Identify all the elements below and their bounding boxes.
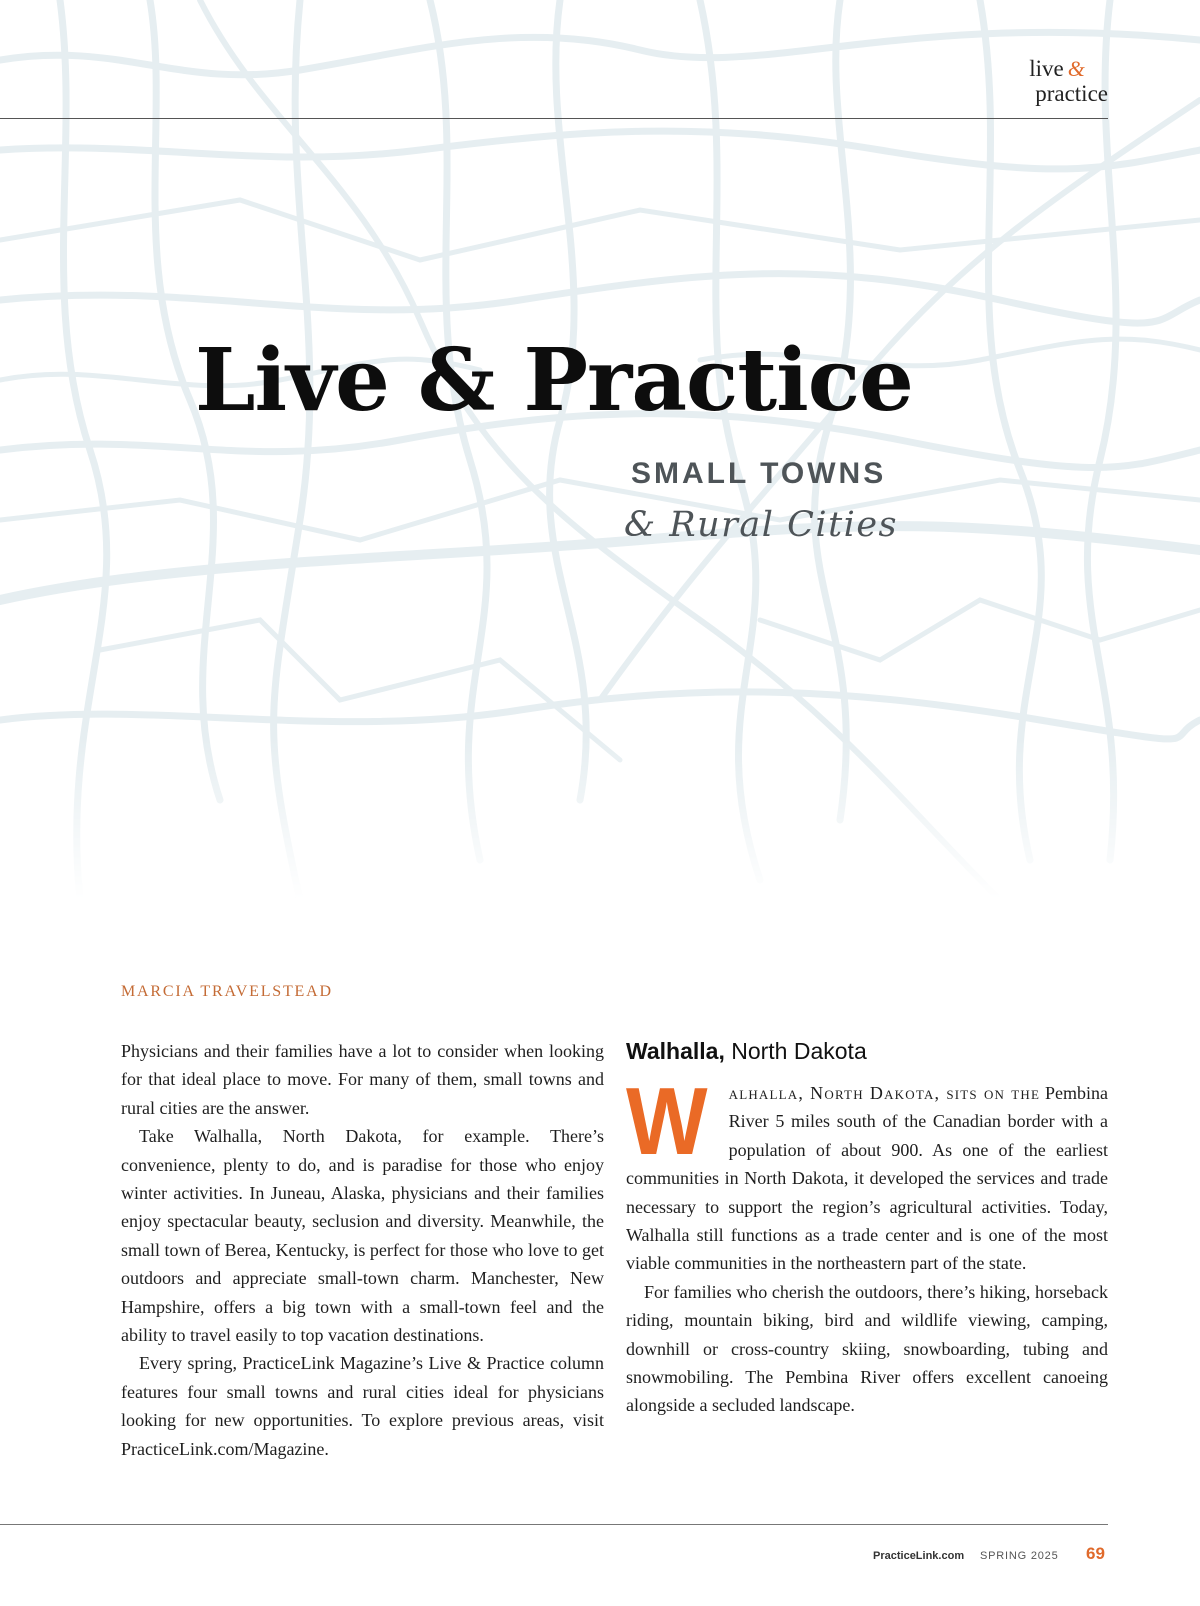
intro-paragraph: Every spring, PracticeLink Magazine’s Live & Practice column features four small towns and rural cities ideal for physicians looking for new opportunities. To explore previous areas, visit PracticeLink.com/Magazine. — [121, 1353, 604, 1459]
drop-cap: W — [626, 1068, 708, 1175]
footer-site: PracticeLink.com — [873, 1550, 965, 1562]
lead-small-caps: alhalla, North Dakota, sits on the — [728, 1083, 1041, 1103]
author-byline: MARCIA TRAVELSTEAD — [121, 983, 333, 1000]
footer-rule — [0, 1524, 1108, 1525]
intro-column — [121, 1037, 604, 1463]
walhalla-column — [626, 1037, 1108, 1420]
subtitle-small-towns: SMALL TOWNS — [631, 457, 887, 490]
lead-text: Pembina River 5 miles south of the Canadian border with a population of about 900. As one of the earliest communities in North Dakota, it developed the services and trade necessary to support the region’s agricultural activities. Today, Walhalla still functions as a trade center and is one of the most viable communities in the northeastern part of the state. — [626, 1083, 1108, 1274]
logo-word-live: live — [1029, 56, 1064, 81]
lead-paragraph — [626, 1068, 1108, 1278]
page-number: 69 — [1086, 1544, 1105, 1563]
intro-paragraph: Physicians and their families have a lot to consider when looking for that ideal place to move. For many of them, small towns and rural cities are the answer. — [121, 1041, 604, 1118]
location-state: North Dakota — [724, 1038, 867, 1064]
location-heading — [626, 1037, 1108, 1065]
logo-ampersand: & — [1067, 56, 1085, 81]
page-title: Live & Practice — [195, 330, 913, 431]
logo-word-practice: practice — [1035, 81, 1108, 106]
section-logo — [1029, 58, 1108, 105]
footer-issue: SPRING 2025 — [980, 1550, 1059, 1562]
location-city: Walhalla, — [626, 1038, 725, 1064]
body-paragraph: For families who cherish the outdoors, there’s hiking, horseback riding, mountain biking, bird and wildlife viewing, camping, downhill or cross-country skiing, snowboarding, tubing and snowmobiling. The Pembina River offers excellent canoeing alongside a secluded landscape. — [626, 1281, 1108, 1416]
subtitle-rural-cities: & Rural Cities — [624, 505, 898, 545]
header-rule — [0, 118, 1108, 119]
intro-paragraph: Take Walhalla, North Dakota, for example. There’s convenience, plenty to do, and is paradise for those who enjoy winter activities. In Juneau, Alaska, physicians and their families enjoy spectacular beauty, seclusion and diversity. Meanwhile, the small town of Berea, Kentucky, is perfect for those who love to get outdoors and appreciate small-town charm. Manchester, New Hampshire, offers a big town with a small-town feel and the ability to travel easily to top vacation destinations. — [121, 1126, 604, 1346]
